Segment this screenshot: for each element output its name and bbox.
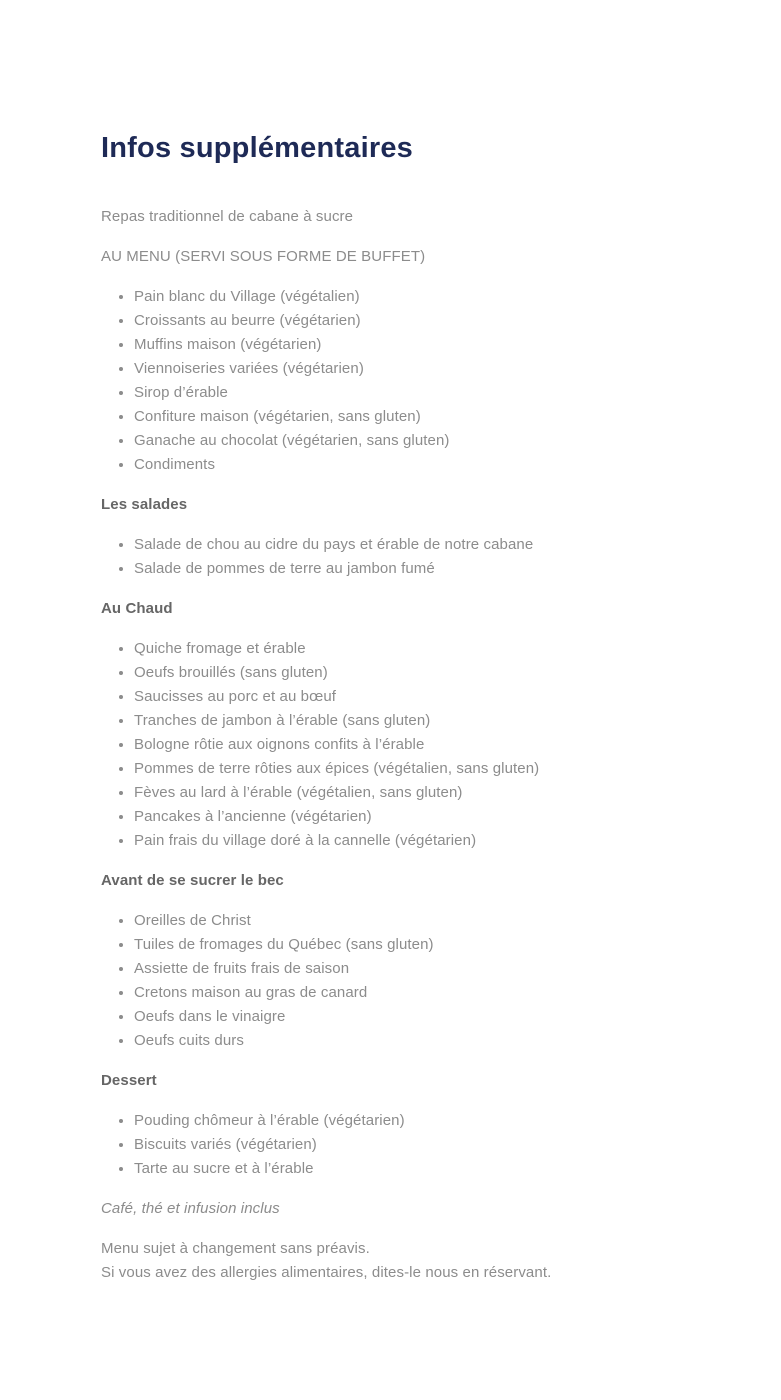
menu-list-item: • Tuiles de fromages du Québec (sans gluten) [134,933,726,957]
menu-list-item: • Oeufs dans le vinaigre [134,1005,726,1029]
menu-list-item: • Salade de pommes de terre au jambon fumé [134,557,726,581]
section-heading-les-salades: Les salades [101,496,188,513]
footer-line-1: Menu sujet à changement sans préavis. [101,1240,370,1257]
menu-list-item: • Assiette de fruits frais de saison [134,957,726,981]
menu-list-item: • Oeufs cuits durs [134,1029,726,1053]
menu-list-item: • Ganache au chocolat (végétarien, sans gluten) [134,429,726,453]
menu-list-item: • Tranches de jambon à l’érable (sans gluten) [134,709,726,733]
menu-list-item: • Sirop d’érable [134,381,726,405]
section-heading-avant-de-se-sucrer-le-bec: Avant de se sucrer le bec [101,872,284,889]
menu-list-item: • Pain blanc du Village (végétalien) [134,285,726,309]
menu-list-item: • Fèves au lard à l’érable (végétalien, sans gluten) [134,781,726,805]
page-title: Infos supplémentaires [101,132,413,164]
intro-line-2: AU MENU (SERVI SOUS FORME DE BUFFET) [101,248,426,265]
menu-list-item: • Oeufs brouillés (sans gluten) [134,661,726,685]
menu-list-item: • Pouding chômeur à l’érable (végétarien) [134,1109,726,1133]
dessert-list [101,1109,726,1181]
menu-list-item: • Croissants au beurre (végétarien) [134,309,726,333]
footer-line-2: Si vous avez des allergies alimentaires, dites-le nous en réservant. [101,1264,552,1281]
menu-list-item: • Tarte au sucre et à l’érable [134,1157,726,1181]
menu-list-item: • Pommes de terre rôties aux épices (végétalien, sans gluten) [134,757,726,781]
menu-list-item: • Pancakes à l’ancienne (végétarien) [134,805,726,829]
intro-line-1: Repas traditionnel de cabane à sucre [101,208,354,225]
footer-note [101,1237,726,1285]
section-heading-dessert: Dessert [101,1072,157,1089]
menu-list-item: • Bologne rôtie aux oignons confits à l’érable [134,733,726,757]
menu-list-item: • Saucisses au porc et au bœuf [134,685,726,709]
section-heading-au-chaud: Au Chaud [101,600,173,617]
salades-list [101,533,726,581]
au-chaud-list [101,637,726,853]
menu-list-item: • Quiche fromage et érable [134,637,726,661]
menu-list-item: • Biscuits variés (végétarien) [134,1133,726,1157]
menu-list-item: • Muffins maison (végétarien) [134,333,726,357]
menu-list-item: • Viennoiseries variées (végétarien) [134,357,726,381]
menu-list-item: • Condiments [134,453,726,477]
menu-list-item: • Cretons maison au gras de canard [134,981,726,1005]
avant-sucrer-list [101,909,726,1053]
menu-list-item: • Confiture maison (végétarien, sans gluten) [134,405,726,429]
menu-list-item: • Oreilles de Christ [134,909,726,933]
menu-list-item: • Salade de chou au cidre du pays et érable de notre cabane [134,533,726,557]
buffet-items-list [101,285,726,477]
menu-list-item: • Pain frais du village doré à la cannelle (végétarien) [134,829,726,853]
drinks-included-note: Café, thé et infusion inclus [101,1200,280,1217]
